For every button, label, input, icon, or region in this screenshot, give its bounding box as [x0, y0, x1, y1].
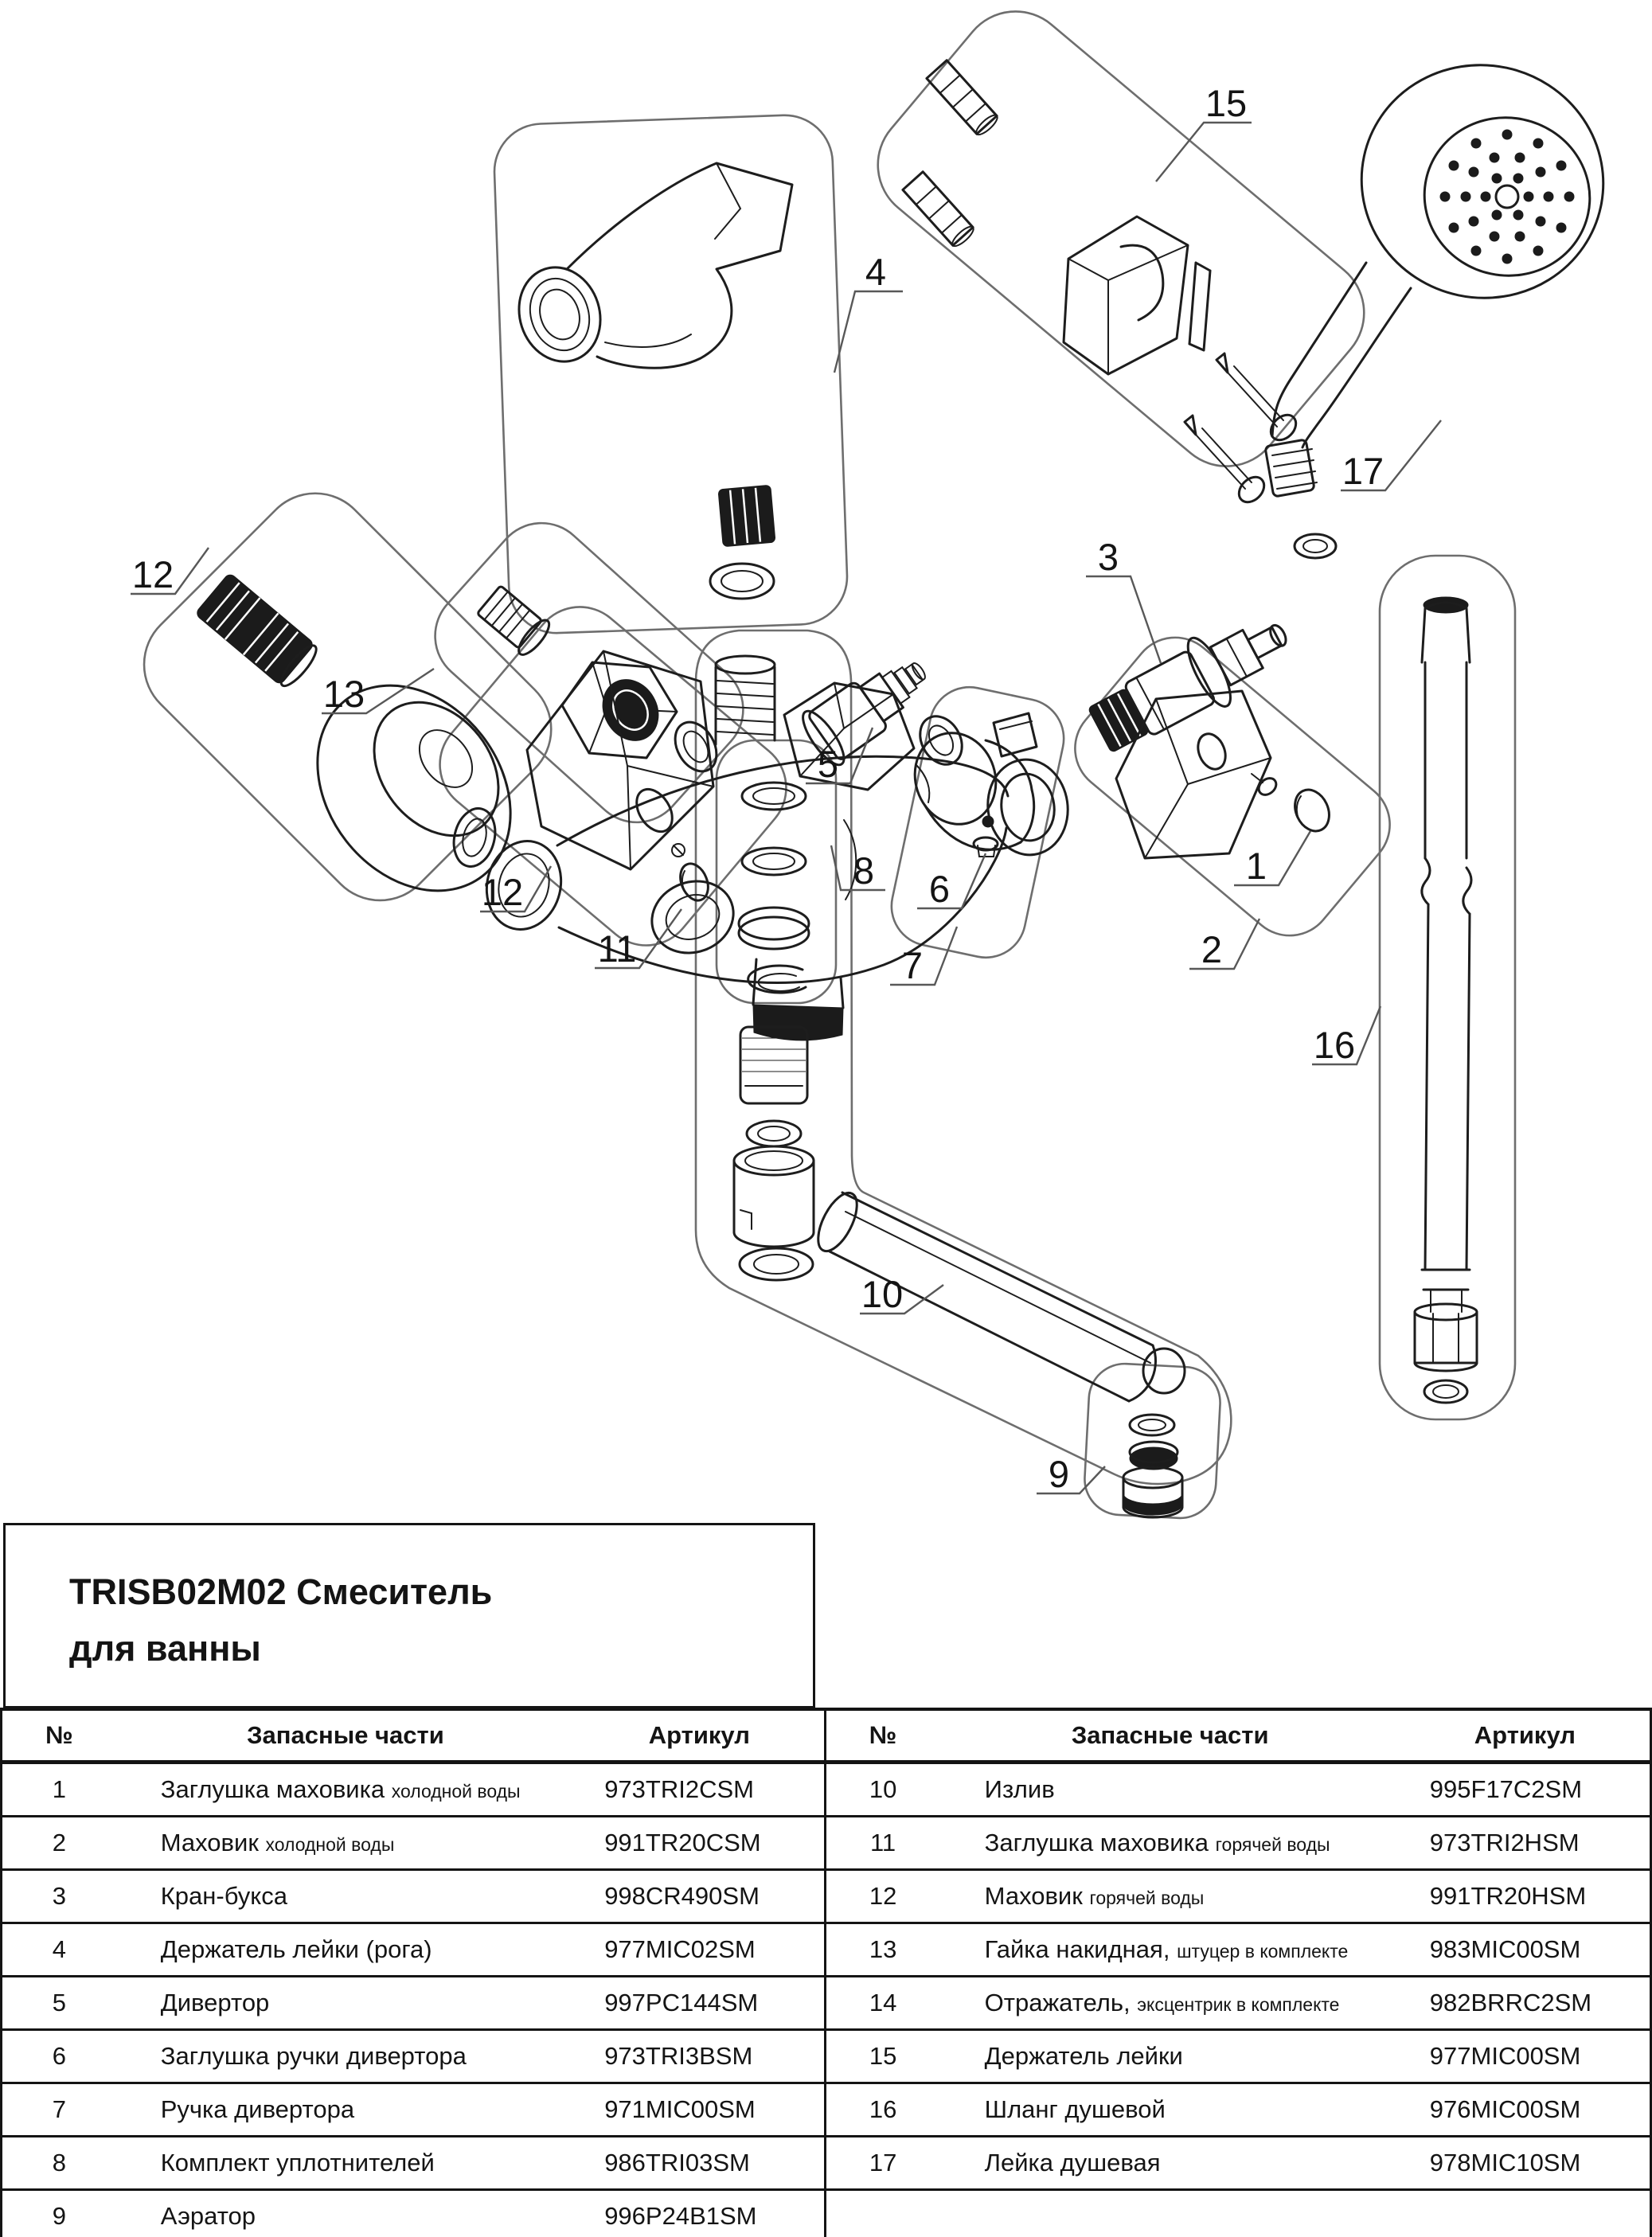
cell-name — [940, 1923, 1401, 1977]
cell-article: 996P24B1SM — [576, 2190, 825, 2237]
group-outline-diverter-knob — [885, 680, 1072, 965]
cell-num — [826, 2190, 940, 2237]
holder-stub-drawing — [718, 485, 775, 546]
cell-num: 13 — [826, 1923, 940, 1977]
hose-nipple-drawing — [475, 583, 554, 658]
callout-label: 16 — [1313, 1024, 1356, 1066]
product-code-title: TRISB02M02 Смеситель — [69, 1571, 493, 1612]
cell-article: 973TRI2HSM — [1401, 1817, 1651, 1870]
cell-article: 991TR20HSM — [1401, 1870, 1651, 1923]
diverter-knob-screw-drawing — [982, 816, 994, 827]
cell-article: 973TRI3BSM — [576, 2030, 825, 2083]
shower-arm-holder-drawing — [507, 163, 792, 373]
shower-hose-drawing — [1415, 597, 1477, 1403]
group-outline-spout-holder — [493, 114, 849, 634]
cell-name — [940, 2190, 1401, 2237]
col-header-article: Артикул — [576, 1709, 825, 1763]
cell-num: 14 — [826, 1977, 940, 2030]
cell-num: 2 — [2, 1817, 116, 1870]
cell-article: 995F17C2SM — [1401, 1763, 1651, 1817]
callout-label: 17 — [1342, 450, 1384, 492]
part-name-qualifier: холодной воды — [265, 1834, 395, 1855]
cell-name — [116, 1977, 576, 2030]
callout-label: 4 — [865, 251, 887, 293]
cell-num: 6 — [2, 2030, 116, 2083]
callout-label: 13 — [322, 673, 365, 715]
part-name-qualifier: эксцентрик в комплекте — [1137, 1994, 1340, 2015]
cell-article: 977MIC02SM — [576, 1923, 825, 1977]
table-row — [2, 2030, 826, 2083]
cell-article: 982BRRC2SM — [1401, 1977, 1651, 2030]
diverter-core-drawing — [734, 1027, 814, 1280]
title-box — [3, 1523, 815, 1708]
cell-name — [940, 1763, 1401, 1817]
cell-name — [116, 2190, 576, 2237]
callout-label: 8 — [853, 849, 875, 892]
table-row — [2, 1923, 826, 1977]
part-name: Заглушка маховика — [160, 1775, 385, 1803]
callout-label: 5 — [817, 743, 839, 785]
cell-name — [116, 2083, 576, 2137]
holder-gasket-drawing — [710, 564, 774, 599]
table-row — [2, 1977, 826, 2030]
group-outline-hot-handle — [420, 588, 806, 965]
aerator-drawing — [1123, 1415, 1182, 1517]
cell-num: 12 — [826, 1870, 940, 1923]
table-row — [826, 1763, 1651, 1817]
cell-article: 983MIC00SM — [1401, 1923, 1651, 1977]
cell-num: 8 — [2, 2137, 116, 2190]
cell-num: 1 — [2, 1763, 116, 1817]
col-header-num: № — [2, 1709, 116, 1763]
part-name: Маховик — [160, 1829, 259, 1856]
col-header-parts: Запасные части — [116, 1709, 576, 1763]
handle-cap-cold-drawing — [1288, 784, 1335, 837]
seal-kit-drawing — [739, 783, 809, 993]
cell-name — [116, 1817, 576, 1870]
cell-num: 15 — [826, 2030, 940, 2083]
table-row-empty — [826, 2190, 1651, 2237]
cell-num: 11 — [826, 1817, 940, 1870]
shower-head-gasket-drawing — [1295, 534, 1336, 558]
table-row — [826, 2083, 1651, 2137]
cell-name — [116, 2137, 576, 2190]
part-name: Аэратор — [160, 2202, 256, 2230]
part-name: Дивертор — [160, 1989, 270, 2016]
col-header-num: № — [826, 1709, 940, 1763]
cell-article: 998CR490SM — [576, 1870, 825, 1923]
cell-name — [940, 2030, 1401, 2083]
part-name: Ручка дивертора — [160, 2095, 355, 2123]
callout-label: 11 — [597, 927, 637, 970]
cell-article: 971MIC00SM — [576, 2083, 825, 2137]
part-name-qualifier: штуцер в комплекте — [1177, 1941, 1349, 1962]
cell-num: 17 — [826, 2137, 940, 2190]
cell-num: 7 — [2, 2083, 116, 2137]
cell-article — [1401, 2190, 1651, 2237]
cell-num: 3 — [2, 1870, 116, 1923]
table-row — [826, 2030, 1651, 2083]
cell-article: 997PC144SM — [576, 1977, 825, 2030]
cell-name — [116, 1870, 576, 1923]
part-name: Заглушка ручки дивертора — [160, 2042, 467, 2070]
eccentric-drawing — [195, 572, 322, 692]
cartridge-drawing — [1082, 599, 1302, 764]
cell-num: 10 — [826, 1763, 940, 1817]
callout-label: 6 — [928, 868, 951, 910]
part-name: Шланг душевой — [984, 2095, 1166, 2123]
cell-article: 986TRI03SM — [576, 2137, 825, 2190]
col-header-parts: Запасные части — [940, 1709, 1401, 1763]
callout-label: 2 — [1201, 928, 1223, 970]
part-name-qualifier: холодной воды — [391, 1781, 521, 1802]
part-name: Гайка накидная, — [984, 1935, 1170, 1963]
parts-table-left — [0, 1708, 826, 2237]
cell-name — [116, 1923, 576, 1977]
table-row — [2, 1763, 826, 1817]
table-row — [826, 1817, 1651, 1870]
callout-label: 12 — [481, 871, 524, 913]
callout-label: 3 — [1097, 536, 1119, 578]
callout-label: 1 — [1245, 845, 1267, 887]
part-name: Отражатель, — [984, 1989, 1131, 2016]
parts-table-right — [826, 1708, 1652, 2237]
cell-num: 16 — [826, 2083, 940, 2137]
cell-name — [116, 2030, 576, 2083]
table-header-row — [826, 1709, 1651, 1763]
part-name: Маховик — [984, 1882, 1083, 1910]
cell-article: 973TRI2CSM — [576, 1763, 825, 1817]
group-outline-cold-handle — [1057, 619, 1408, 953]
cell-num: 5 — [2, 1977, 116, 2030]
table-row — [826, 2137, 1651, 2190]
col-header-article: Артикул — [1401, 1709, 1651, 1763]
wall-bracket-drawing — [1064, 217, 1210, 374]
part-name: Излив — [984, 1775, 1055, 1803]
cell-num: 9 — [2, 2190, 116, 2237]
cell-article: 976MIC00SM — [1401, 2083, 1651, 2137]
callout-label: 10 — [861, 1273, 904, 1315]
spray-nozzles — [1440, 130, 1575, 264]
table-row — [826, 1923, 1651, 1977]
part-name-qualifier: горячей воды — [1089, 1888, 1205, 1908]
cell-num: 4 — [2, 1923, 116, 1977]
hot-handle-screw-drawing — [672, 844, 685, 857]
diverter-knob-drawing — [904, 713, 1037, 849]
cell-article: 991TR20CSM — [576, 1817, 825, 1870]
part-name: Заглушка маховика — [984, 1829, 1209, 1856]
part-name: Кран-букса — [160, 1882, 287, 1910]
wall-plug-drawing — [903, 61, 1000, 249]
cell-name — [116, 1763, 576, 1817]
part-name: Держатель лейки — [984, 2042, 1183, 2070]
table-row — [2, 1870, 826, 1923]
cell-name — [940, 2083, 1401, 2137]
table-row — [2, 2137, 826, 2190]
parts-tables — [0, 1708, 1652, 2237]
cell-name — [940, 1977, 1401, 2030]
part-name: Держатель лейки (рога) — [160, 1935, 432, 1963]
cell-article: 977MIC00SM — [1401, 2030, 1651, 2083]
table-header-row — [2, 1709, 826, 1763]
part-name-qualifier: горячей воды — [1215, 1834, 1330, 1855]
callout-label: 12 — [131, 553, 174, 595]
callout-label: 15 — [1205, 82, 1248, 124]
callout-label: 7 — [901, 944, 924, 986]
cell-name — [940, 1817, 1401, 1870]
table-row — [826, 1977, 1651, 2030]
group-outline-nut — [416, 503, 763, 841]
cell-article: 978MIC10SM — [1401, 2137, 1651, 2190]
table-row — [826, 1870, 1651, 1923]
callout-label: 9 — [1048, 1453, 1070, 1495]
cell-name — [940, 1870, 1401, 1923]
product-title-line2: для ванны — [69, 1628, 261, 1669]
table-row — [2, 2190, 826, 2237]
part-name: Комплект уплотнителей — [160, 2149, 435, 2176]
union-nut-drawing — [562, 662, 677, 758]
cell-name — [940, 2137, 1401, 2190]
table-row — [2, 2083, 826, 2137]
shower-head-drawing — [1265, 43, 1625, 497]
group-outline-wall-holder — [855, 0, 1387, 489]
table-row — [2, 1817, 826, 1870]
part-name: Лейка душевая — [984, 2149, 1161, 2176]
